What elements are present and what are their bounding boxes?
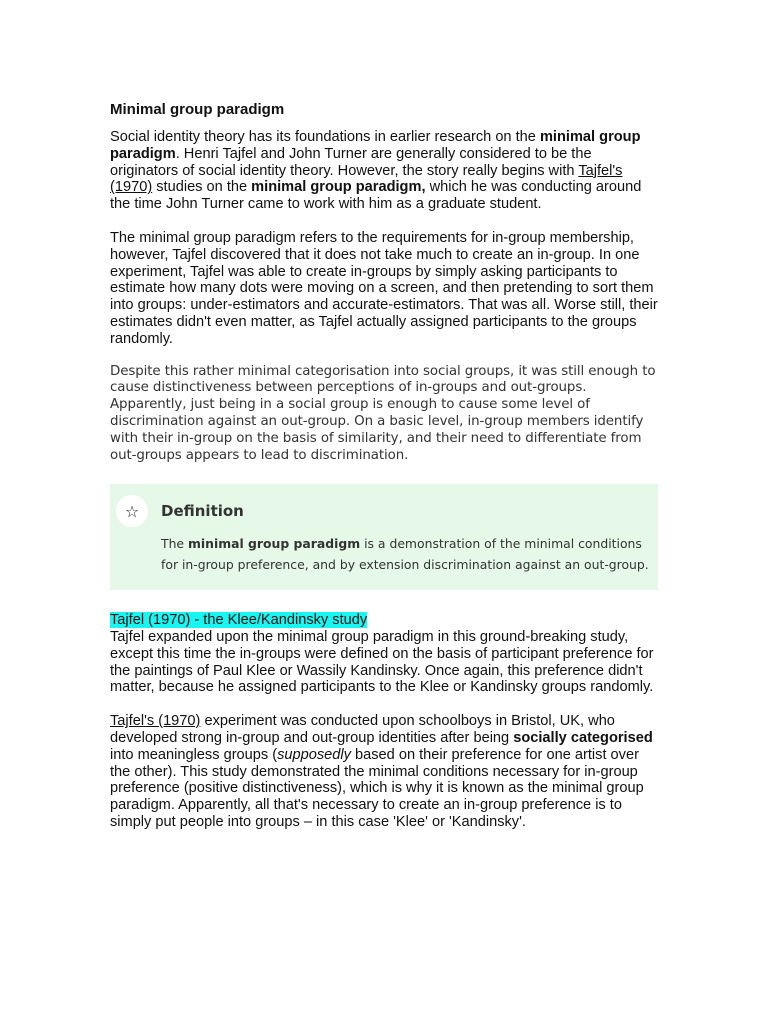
citation-link[interactable]: Tajfel's (1970)	[110, 162, 623, 196]
text-run: studies on the	[152, 179, 252, 196]
text-run: based on their preference for one artist over the other). This study demonstrated the minimal conditions necessary for in-group preference (positive distinctiveness), which is why it is known as the minimal group paradigm. Apparently, all that's necessary to create an in-group preference is to simply put people into groups – in this case 'Klee' or 'Kandinsky'.	[110, 746, 644, 830]
body-paragraph: The minimal group paradigm refers to the requirements for in-group membership, however, Tajfel discovered that it does not take much to create an in-group. In one experiment, Tajfel was able to create in-groups by simply asking participants to estimate how many dots were moving on a screen, and then pretending to sort them into groups: under-estimators and accurate-estimators. That was all. Worse still, their estimates didn't even matter, as Tajfel actually assigned participants to the groups randomly.	[110, 229, 658, 347]
intro-paragraph	[110, 129, 660, 213]
bold-term: socially categorised	[513, 729, 653, 746]
text-run: which he was conducting around the time John Turner came to work with him as a graduate student.	[110, 179, 642, 213]
text-run: is a demonstration of the minimal conditions for in-group preference, and by extension discrimination against an out-group.	[161, 536, 649, 572]
text-run: The	[161, 536, 188, 551]
text-run: Social identity theory has its foundations in earlier research on the	[110, 129, 540, 145]
body-paragraph	[110, 713, 660, 831]
text-run: . Henri Tajfel and John Turner are generally considered to be the originators of social identity theory. However, the story really begins with	[110, 145, 592, 179]
citation-link[interactable]: Tajfel's (1970)	[110, 713, 201, 730]
definition-text	[161, 533, 651, 575]
text-run: into meaningless groups (	[110, 746, 278, 763]
section-subheading	[110, 612, 660, 629]
bold-term: minimal group paradigm	[187, 536, 361, 551]
quoted-paragraph: Despite this rather minimal categorisation into social groups, it was still enough to cause distinctiveness between perceptions of in-groups and out-groups. Apparently, just being in a social group is enough to cause some level of discrimination against an out-group. On a basic level, in-group members identify with their in-group on the basis of similarity, and their need to differentiate from out-groups appears to lead to discrimination.	[110, 363, 656, 464]
highlighted-text: Tajfel (1970) - the Klee/Kandinsky study	[110, 612, 368, 628]
bold-term: minimal group paradigm	[110, 129, 641, 162]
definition-heading: Definition	[161, 502, 244, 520]
italic-term: supposedly	[277, 746, 351, 763]
document-page	[110, 100, 660, 831]
body-paragraph: Tajfel expanded upon the minimal group paradigm in this ground-breaking study, except this time the in-groups were defined on the basis of participant preference for the paintings of Paul Klee or Wassily Kandinsky. Once again, this preference didn't matter, because he assigned participants to the Klee or Kandinsky groups randomly.	[110, 629, 654, 696]
definition-box	[110, 484, 658, 590]
text-run: experiment was conducted upon schoolboys in Bristol, UK, who developed strong in-group and out-group identities after being	[110, 713, 615, 746]
bold-term: minimal group paradigm,	[251, 179, 426, 196]
page-title: Minimal group paradigm	[110, 101, 285, 118]
star-icon: ☆	[116, 495, 148, 527]
